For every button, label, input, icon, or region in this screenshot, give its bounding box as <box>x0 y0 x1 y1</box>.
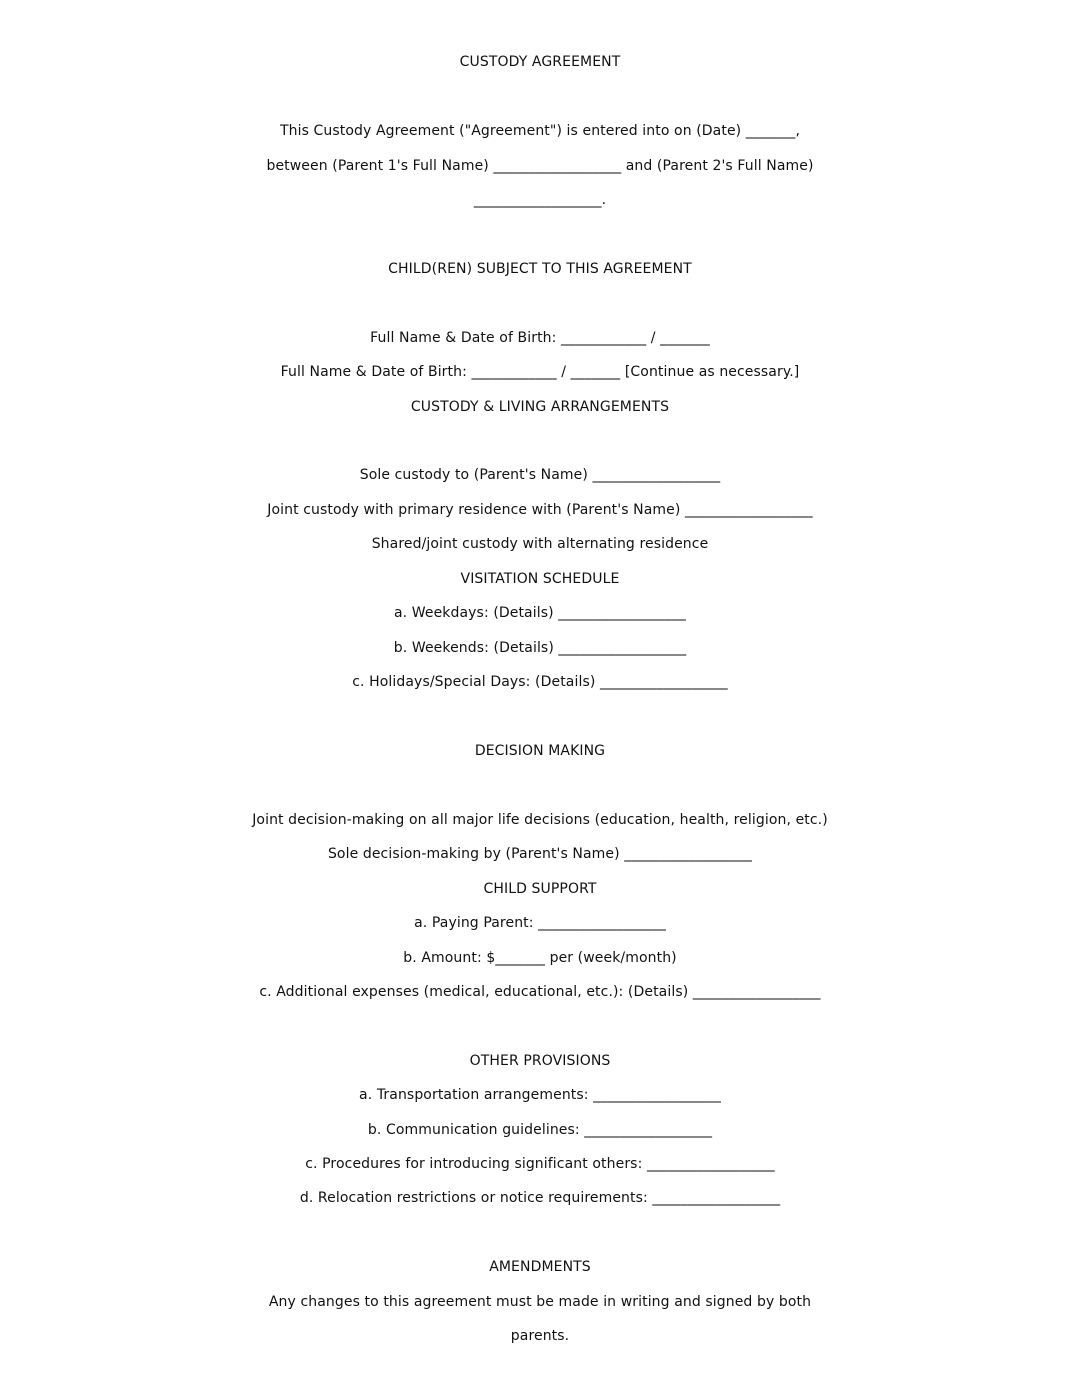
amendments-line-2: parents. <box>510 1328 570 1344</box>
support-heading: CHILD SUPPORT <box>483 881 597 897</box>
decision-joint: Joint decision-making on all major life decisions (education, health, religion, etc.) <box>252 812 828 828</box>
visitation-holidays: c. Holidays/Special Days: (Details) __________________ <box>352 674 728 690</box>
document-title: CUSTODY AGREEMENT <box>459 54 621 70</box>
children-heading: CHILD(REN) SUBJECT TO THIS AGREEMENT <box>388 261 692 277</box>
child-line-2: Full Name & Date of Birth: ____________ / _______ [Continue as necessary.] <box>280 364 800 380</box>
amendments-line-1: Any changes to this agreement must be made in writing and signed by both <box>268 1294 812 1310</box>
custody-sole: Sole custody to (Parent's Name) __________________ <box>359 467 721 483</box>
custody-shared: Shared/joint custody with alternating residence <box>371 536 709 552</box>
support-amount: b. Amount: $_______ per (week/month) <box>403 950 677 966</box>
other-relocation: d. Relocation restrictions or notice requirements: __________________ <box>299 1190 781 1206</box>
other-heading: OTHER PROVISIONS <box>469 1053 611 1069</box>
custody-heading: CUSTODY & LIVING ARRANGEMENTS <box>410 399 670 415</box>
visitation-weekends: b. Weekends: (Details) __________________ <box>393 640 687 656</box>
intro-line-3: __________________. <box>473 192 607 208</box>
custody-joint-primary: Joint custody with primary residence with (Parent's Name) __________________ <box>267 502 813 518</box>
support-paying-parent: a. Paying Parent: __________________ <box>414 915 666 931</box>
intro-line-1: This Custody Agreement ("Agreement") is entered into on (Date) _______, <box>279 123 801 139</box>
visitation-weekdays: a. Weekdays: (Details) __________________ <box>393 605 687 621</box>
amendments-heading: AMENDMENTS <box>489 1259 591 1275</box>
child-line-1: Full Name & Date of Birth: ____________ / _______ <box>370 330 710 346</box>
decision-sole: Sole decision-making by (Parent's Name) __________________ <box>327 846 753 862</box>
decision-heading: DECISION MAKING <box>474 743 606 759</box>
visitation-heading: VISITATION SCHEDULE <box>460 571 620 587</box>
intro-line-2: between (Parent 1's Full Name) __________________ and (Parent 2's Full Name) <box>266 158 814 174</box>
other-significant-others: c. Procedures for introducing significant others: __________________ <box>305 1156 775 1172</box>
other-communication: b. Communication guidelines: __________________ <box>367 1122 713 1138</box>
support-additional: c. Additional expenses (medical, educational, etc.): (Details) __________________ <box>259 984 821 1000</box>
other-transportation: a. Transportation arrangements: __________________ <box>359 1087 721 1103</box>
